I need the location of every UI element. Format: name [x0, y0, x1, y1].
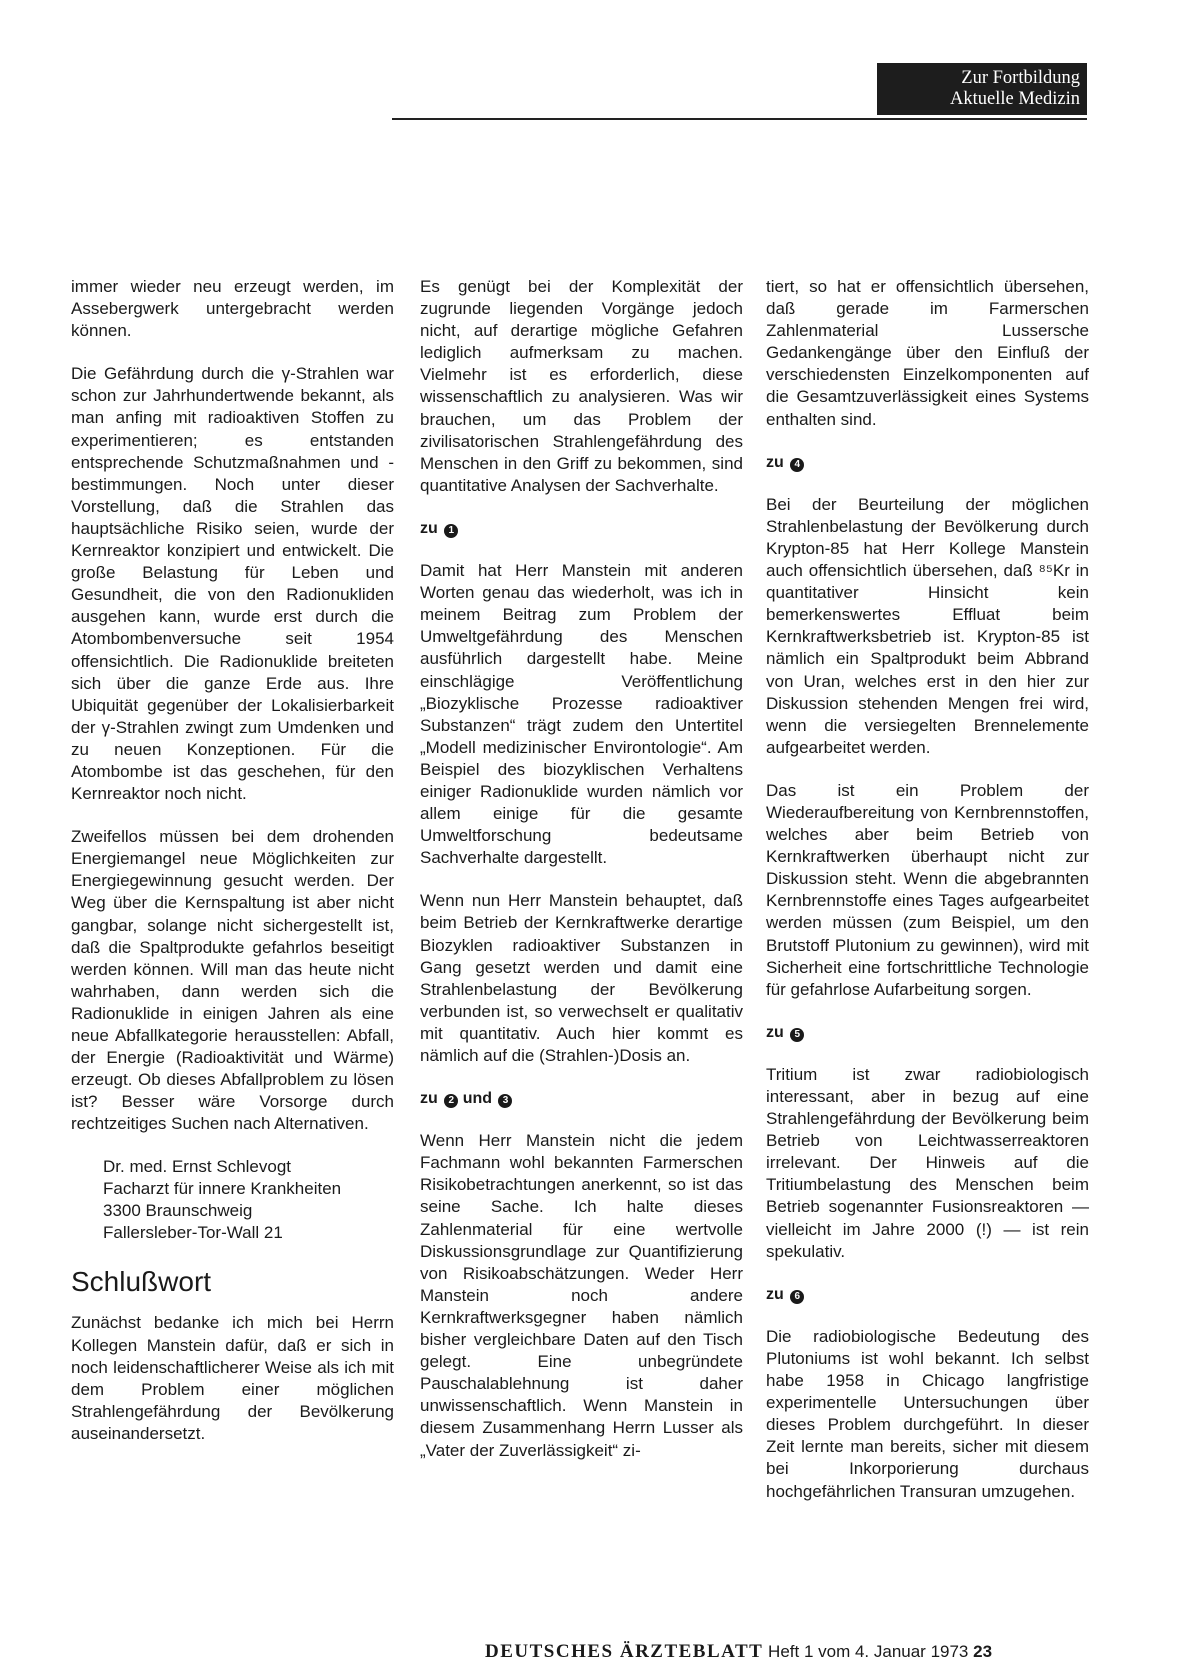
signature-title: Facharzt für innere Krankheiten [103, 1179, 342, 1199]
paragraph: Wenn Herr Manstein nicht die jedem Fachmann wohl bekannten Farmerschen Risikobetrachtungen anerkennt, so ist das seine Sache. Ich halte dieses Zahlenmaterial für eine wertvolle Diskussionsgrundlage zur Quantifizierung von Risikoabschätzungen. Weder Herr Manstein noch andere Kernkraftwerksgegner haben nämlich bisher vergleichbare Daten auf den Tisch gelegt. Eine unbegründete Pauschalablehnung ist daher unwissenschaftlich. Wenn Manstein in diesem Zusammenhang Herrn Lusser als „Vater der Zuverlässigkeit“ zi- [420, 1131, 743, 1460]
subheading-text: zu [420, 519, 438, 537]
section-header-line1: Zur Fortbildung [961, 68, 1080, 88]
signature-block [103, 1156, 394, 1244]
subheading-2-3 [420, 1088, 743, 1110]
subheading-6 [766, 1284, 1089, 1306]
paragraph: Tritium ist zwar radiobiologisch interessant, aber in bezug auf eine Strahlengefährdung der Bevölkerung beim Betrieb von Leichtwasserreaktoren irrelevant. Der Hinweis auf die Tritiumbelastung des Menschen beim Betrieb sogenannter Fusionsreaktoren — vielleicht im Jahre 2000 (!) — ist rein spekulativ. [766, 1064, 1089, 1261]
paragraph: Damit hat Herr Manstein mit anderen Worten genau das wiederholt, was ich in meinem Beitrag zum Problem der Umweltgefährdung des Menschen ausführlich dargestellt habe. Meine einschlägige Veröffentlichung „Biozyklische Prozesse radioaktiver Substanzen“ trägt zudem den Untertitel „Modell medizinischer Environtologie“. Am Beispiel des biozyklischen Verhaltens einiger Radionuklide wurden nämlich vor allem einige für die gesamte Umweltforschung bedeutsame Sachverhalte dargestellt. [420, 561, 743, 868]
paragraph: Zweifellos müssen bei dem drohenden Energiemangel neue Möglichkeiten zur Energiegewinnung gesucht werden. Der Weg über die Kernspaltung ist aber nicht gangbar, solange nicht sichergestellt ist, daß die Spaltprodukte gefahrlos beseitigt werden können. Will man das heute nicht wahrhaben, dann werden sich die Radionuklide in einigen Jahren als eine neue Abfallkategorie herausstellen: Abfall, der Energie (Radioaktivität und Wärme) erzeugt. Ob dieses Abfallproblem zu lösen ist? Besser wäre Vorsorge durch rechtzeitiges Suchen nach Alternativen. [71, 827, 394, 1134]
number-badge: 1 [444, 524, 458, 538]
paragraph: Es genügt bei der Komplexität der zugrunde liegenden Vorgänge jedoch nicht, auf derartige mögliche Gefahren lediglich aufmerksam zu machen. Vielmehr ist es erforderlich, diese wissenschaftlich zu analysieren. Was wir brauchen, um das Problem der zivilisatorischen Strahlengefährdung des Menschen in den Griff zu bekommen, sind quantitative Analysen der Sachverhalte. [420, 277, 743, 495]
paragraph: Wenn nun Herr Manstein behauptet, daß beim Betrieb der Kernkraftwerke derartige Biozyklen radioaktiver Substanzen in Gang gesetzt werden und damit eine Strahlenbelastung der Bevölkerung verbunden ist, so verwechselt er qualitativ mit quantitativ. Auch hier kommt es nämlich auf die (Strahlen-)Dosis an. [420, 891, 743, 1065]
subheading-text: zu [766, 453, 784, 471]
column-3 [766, 276, 1089, 1524]
issue-info: Heft 1 vom 4. Januar 1973 [768, 1642, 969, 1661]
number-badge: 3 [498, 1094, 512, 1108]
paragraph: Die radiobiologische Bedeutung des Plutoniums ist wohl bekannt. Ich selbst habe 1958 in Chicago langfristige experimentelle Untersuchungen über dieses Problem durchgeführt. In dieser Zeit lernte man bereits, sicher mit diesem bei Inkorporierung durchaus hochgefährlichen Transuran umzugehen. [766, 1326, 1089, 1501]
section-header [877, 63, 1087, 115]
column-1 [71, 276, 394, 1466]
subheading-4 [766, 452, 1089, 474]
paragraph: Das ist ein Problem der Wiederaufbereitung von Kernbrennstoffen, welches aber beim Betrieb von Kernkraftwerken überhaupt nicht zur Diskussion steht. Wenn die abgebrannten Kernbrennstoffe eines Tages aufgearbeitet werden müssen (zum Beispiel, um den Brutstoff Plutonium zu gewinnen), wird mit Sicherheit eine fortschrittliche Technologie für gefahrlose Aufarbeitung sorgen. [766, 780, 1089, 999]
paragraph: Die Gefährdung durch die γ-Strahlen war schon zur Jahrhundertwende bekannt, als man anfing mit radioaktiven Stoffen zu experimentieren; es entstanden entsprechende Schutzmaßnahmen und -bestimmungen. Noch unter dieser Vorstellung, daß die Strahlen das hauptsächliche Risiko seien, wurde der Kernreaktor konzipiert und entwickelt. Die große Belastung für Leben und Gesundheit, die von den Radionukliden ausgehen kann, wurde erst durch die Atombombenversuche seit 1954 offensichtlich. Die Radionuklide breiteten sich über die ganze Erde aus. Ihre Ubiquität gegenüber der Lokalisierbarkeit der γ-Strahlen zwingt zum Umdenken und zu neuen Konzeptionen. Für die Atombombe ist das geschehen, für den Kernreaktor noch nicht. [71, 364, 394, 804]
section-header-line2: Aktuelle Medizin [950, 89, 1080, 109]
paragraph: immer wieder neu erzeugt werden, im Assebergwerk untergebracht werden können. [71, 277, 394, 341]
subheading-text: zu [420, 1090, 438, 1108]
section-heading: Schlußwort [71, 1266, 212, 1298]
signature-street: Fallersleber-Tor-Wall 21 [103, 1223, 283, 1243]
subheading-text: zu [766, 1023, 784, 1041]
column-2 [420, 276, 743, 1483]
page-number: 23 [973, 1642, 993, 1661]
paragraph: Bei der Beurteilung der möglichen Strahlenbelastung der Bevölkerung durch Krypton-85 hat Herr Kollege Manstein auch offensichtlich übersehen, daß ⁸⁵Kr in quantitativer Hinsicht kein bemerkenswertes Effluat beim Kernkraftwerksbetrieb ist. Krypton-85 ist nämlich ein Spaltprodukt beim Abbrand von Uran, welches erst in den hier zur Diskussion stehenden Mengen frei wird, wenn die versiegelten Brennelemente aufgearbeitet werden. [766, 494, 1089, 757]
page-footer [485, 1641, 992, 1663]
number-badge: 2 [444, 1094, 458, 1108]
paragraph: tiert, so hat er offensichtlich übersehen, daß gerade im Farmerschen Zahlenmaterial Lussersche Gedankengänge über den Einfluß der verschiedensten Einzelkomponenten auf die Gesamtzuverlässigkeit eines Systems enthalten sind. [766, 277, 1089, 429]
signature-city: 3300 Braunschweig [103, 1201, 253, 1221]
number-badge: 5 [790, 1028, 804, 1042]
number-badge: 6 [790, 1290, 804, 1304]
header-rule [392, 118, 1087, 120]
number-badge: 4 [790, 458, 804, 472]
subheading-1 [420, 518, 743, 540]
subheading-text: und [462, 1090, 493, 1108]
signature-name: Dr. med. Ernst Schlevogt [103, 1157, 292, 1177]
subheading-text: zu [766, 1285, 784, 1303]
subheading-5 [766, 1022, 1089, 1044]
paragraph: Zunächst bedanke ich mich bei Herrn Kollegen Manstein dafür, daß er sich in noch leidenschaftlicherer Weise als ich mit dem Problem einer möglichen Strahlengefährdung der Bevölkerung auseinandersetzt. [71, 1313, 394, 1443]
journal-masthead: DEUTSCHES ÄRZTEBLATT [485, 1641, 764, 1662]
